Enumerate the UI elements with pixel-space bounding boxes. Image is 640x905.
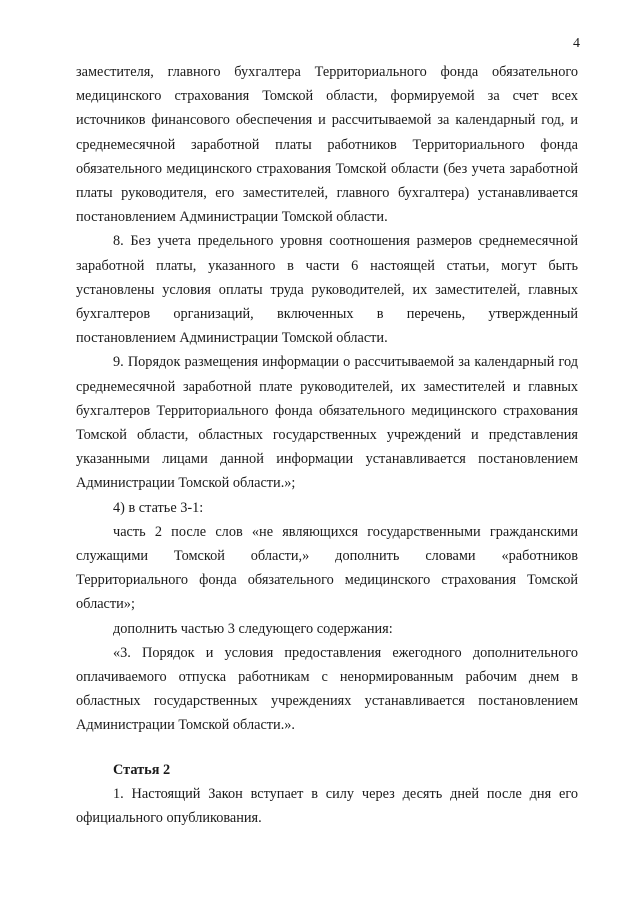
paragraph-continuation: заместителя, главного бухгалтера Территориального фонда обязательного медицинского страхования Томской области, формируемой за счет всех источников финансового обеспечения и рассчитываемой за календарный год, и среднемесячной заработной платы работников Территориального фонда обязательного медицинского страхования Томской области (без учета заработной платы руководителя, его заместителей, главного бухгалтера) устанавливается постановлением Администрации Томской области.: [76, 64, 578, 226]
article-2-heading: Статья 2: [113, 761, 171, 778]
paragraph-add-part-3: дополнить частью 3 следующего содержания:: [113, 620, 393, 637]
paragraph-item-4-amendment: 4) в статье 3-1:: [113, 499, 204, 516]
paragraph-part-2-amendment: часть 2 после слов «не являющихся государственными гражданскими служащими Томской области,» дополнить словами «работников Территориального фонда обязательного медицинского страхования Томской области»;: [76, 523, 578, 613]
page-number: 4: [573, 36, 580, 51]
paragraph-item-9: 9. Порядок размещения информации о рассчитываемой за календарный год среднемесячной заработной плате руководителей, их заместителей и главных бухгалтеров Территориального фонда обязательного медицинского страхования Томской области, областных государственных учреждений и представления указанными лицами данной информации устанавливается постановлением Администрации Томской области.»;: [76, 354, 578, 492]
paragraph-item-8: 8. Без учета предельного уровня соотношения размеров среднемесячной заработной платы, указанного в части 6 настоящей статьи, могут быть установлены условия оплаты труда руководителей, их заместителей, главных бухгалтеров организаций, включенных в перечень, утвержденный постановлением Администрации Томской области.: [76, 233, 578, 347]
document-body: [76, 60, 578, 830]
article-2-paragraph-1: 1. Настоящий Закон вступает в силу через десять дней после дня его официального опубликования.: [76, 785, 578, 827]
paragraph-part-3-text: «3. Порядок и условия предоставления ежегодного дополнительного оплачиваемого отпуска работникам с ненормированным рабочим днем в областных государственных учреждениях устанавливается постановлением Администрации Томской области.».: [76, 644, 578, 734]
